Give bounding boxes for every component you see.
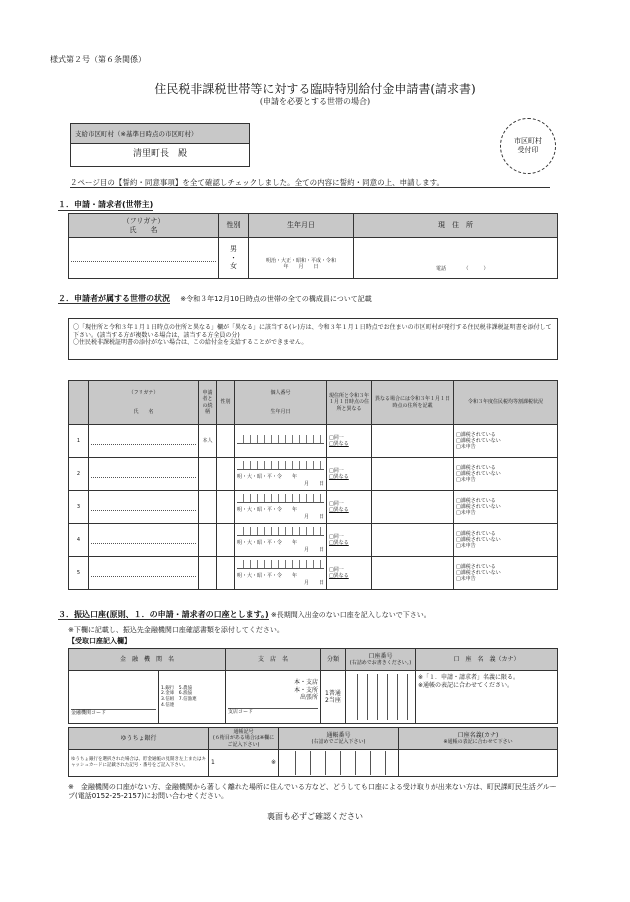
name-label: 氏 名	[129, 225, 158, 234]
untaxed-checkbox[interactable]: □課税されていない	[456, 536, 501, 543]
birth-ymd: 月 日	[303, 480, 324, 487]
birth-header: 生年月日	[249, 214, 354, 238]
relation-field[interactable]: 本人	[199, 425, 217, 458]
page-title: 住民税非課税世帯等に対する臨時特別給付金申請書(請求書)	[154, 82, 476, 96]
phone-label: 電話 （ ）	[436, 265, 489, 272]
yucho-holder-header	[399, 728, 558, 750]
birth-field[interactable]	[249, 238, 354, 279]
member-name-field[interactable]	[89, 524, 199, 557]
undeclared-checkbox[interactable]: □未申告	[456, 444, 476, 451]
section1-heading: １．申請・請求者(世帯主)	[58, 200, 154, 209]
member-name-field[interactable]	[89, 557, 199, 590]
section2-header	[58, 294, 372, 304]
furigana-dotted-line	[91, 537, 196, 544]
bank-types[interactable]: 1.銀行 5.農協 2.金庫 6.漁協 3.信組 7.信漁連 4.信連	[159, 671, 226, 724]
header-relation: 申請者との続柄	[199, 381, 217, 425]
row-number: 1	[69, 425, 89, 458]
tax-status-field	[454, 557, 558, 590]
yucho-holder-field[interactable]	[399, 750, 558, 777]
bank-table	[68, 648, 558, 724]
untaxed-checkbox[interactable]: □課税されていない	[456, 569, 501, 576]
birth-ymd: 月 日	[303, 513, 324, 520]
branch-code-label: 支店コード	[228, 708, 318, 715]
mynumber-digits	[237, 527, 324, 536]
mynumber-digits	[237, 560, 324, 569]
branch-field[interactable]	[225, 671, 320, 724]
address-field[interactable]	[354, 238, 558, 279]
member-name-field[interactable]	[89, 458, 199, 491]
same-diff-field[interactable]	[327, 425, 372, 458]
passbook-digit-boxes	[281, 751, 396, 775]
furigana-dotted-line	[91, 570, 196, 577]
undeclared-checkbox[interactable]: □未申告	[456, 477, 476, 484]
tax-status-field	[454, 491, 558, 524]
mynumber-birth-field[interactable]	[235, 557, 327, 590]
mynumber-birth-field[interactable]	[235, 491, 327, 524]
relation-field[interactable]	[199, 524, 217, 557]
acct-no-note: (右詰めでお書きください。)	[349, 660, 412, 667]
section3-header	[58, 610, 431, 620]
holder-header: 口 座 名 義（カナ）	[415, 649, 557, 671]
yucho-header: ゆうちょ銀行	[69, 728, 209, 750]
category-field[interactable]: 1普通 2当座	[320, 671, 345, 724]
gender-field[interactable]	[217, 491, 235, 524]
birth-label: 生年月日	[270, 408, 291, 415]
birth-ymd: 月 日	[303, 579, 324, 586]
section2-note: ※令和３年12月10日時点の世帯の全ての構成員について記載	[180, 295, 372, 303]
undeclared-checkbox[interactable]: □未申告	[456, 510, 476, 517]
account-no-header	[345, 649, 415, 671]
symbol-note: (６桁目がある場合は※欄にご記入下さい)	[212, 735, 275, 748]
reception-stamp-area: 市区町村 受付印	[500, 118, 556, 174]
member-name-field[interactable]	[89, 491, 199, 524]
confirm-statement: ２ページ目の【誓約・同意事項】を全て確認しチェックしました。全ての内容に誓約・同意の上、申請します。	[70, 178, 550, 188]
applicant-table	[68, 213, 558, 279]
footnote: ※ 金融機関の口座がない方、金融機関から著しく離れた場所に住んでいる方など、どうしても口座による受け取りが出来ない方は、町民課町民生活グループ(電話0152-25-2157)にお問い合わせください。	[68, 783, 557, 800]
applicant-name-header	[69, 214, 219, 238]
gender-field[interactable]	[217, 524, 235, 557]
symbol-asterisk: ※	[270, 759, 276, 767]
notice-line1: 〇「現住所と令和３年１月１日時点の住所と異なる」欄が「異なる」に該当する(レ)方は、令和３年１月１日時点でお住まいの市区町村が発行する住民税非課税証明書を添付して下さい。(該当する方が複数いる場合は、該当する方全員の分)	[73, 324, 552, 339]
address-header: 現 住 所	[354, 214, 558, 238]
diff-checkbox[interactable]: □異なる	[329, 474, 349, 480]
same-checkbox[interactable]: □同一	[329, 434, 344, 441]
furigana-dotted-line	[91, 504, 196, 511]
same-diff-field[interactable]	[327, 524, 372, 557]
relation-field[interactable]	[199, 557, 217, 590]
mynumber-birth-field[interactable]	[235, 425, 327, 458]
taxed-checkbox[interactable]: □課税されている	[456, 464, 496, 471]
taxed-checkbox[interactable]: □課税されている	[456, 497, 496, 504]
passbook-note: (右詰めでご記入下さい)	[311, 739, 366, 746]
furigana-label: （フリガナ）	[122, 216, 165, 225]
mynumber-label: 個人番号	[270, 390, 291, 397]
birth-ymd: 月 日	[303, 546, 324, 553]
payer-box	[70, 123, 250, 167]
mynumber-birth-field[interactable]	[235, 524, 327, 557]
birth-era: 明・大・昭・平・令 年	[237, 507, 298, 514]
birth-era: 明・大・昭・平・令 年	[237, 474, 298, 481]
holder-field[interactable]: ※「１．申請・請求者」名義に限る。 ※通帳の表記に合わせてください。	[415, 671, 557, 724]
gender-field[interactable]	[217, 458, 235, 491]
yucho-table	[68, 727, 558, 777]
era-options: 明治・大正・昭和・平成・令和	[265, 257, 336, 264]
tax-status-field	[454, 425, 558, 458]
header-mynumber	[235, 381, 327, 425]
symbol-prefix: 1	[211, 759, 215, 767]
same-checkbox[interactable]: □同一	[329, 566, 344, 573]
taxed-checkbox[interactable]: □課税されている	[456, 563, 496, 570]
passbook-header	[279, 728, 399, 750]
mynumber-digits	[237, 461, 324, 470]
bank-code-label: 金融機関コード	[71, 709, 156, 716]
same-checkbox[interactable]: □同一	[329, 467, 344, 474]
same-diff-field[interactable]	[327, 557, 372, 590]
header-diff-address: 異なる場合には令和３年１月１日時点の住所を記載	[372, 381, 454, 425]
account-no-field[interactable]	[345, 671, 415, 724]
section3-sub: ※下欄に記載し、振込先金融機関口座確認書類を添付してください。	[68, 626, 284, 634]
branch-types: 本・支店 本・支所 出張所	[293, 679, 318, 702]
household-row	[69, 557, 558, 590]
prev-address-field[interactable]	[372, 524, 454, 557]
household-row	[69, 524, 558, 557]
household-row	[69, 425, 558, 458]
yucho-holder-note: ※通帳の表記に合わせて下さい	[443, 739, 513, 746]
page-subtitle: (申請を必要とする世帯の場合)	[259, 97, 371, 106]
untaxed-checkbox[interactable]: □課税されていない	[456, 503, 501, 510]
bank-name-field[interactable]	[69, 671, 159, 724]
receiving-label: 【受取口座記入欄】	[68, 637, 131, 645]
undeclared-checkbox[interactable]: □未申告	[456, 576, 476, 583]
certificate-notice	[68, 318, 558, 360]
furigana-dotted-line	[91, 438, 196, 445]
untaxed-checkbox[interactable]: □課税されていない	[456, 437, 501, 444]
untaxed-checkbox[interactable]: □課税されていない	[456, 470, 501, 477]
payer-addressee: 清里町長 殿	[132, 149, 187, 159]
section3-heading: ３．振込口座(原則、１．の申請・請求者の口座とします。)	[58, 610, 269, 619]
notice-line2: 〇住民税非課税証明書の添付がない場合は、この給付金を支給することができません。	[73, 339, 308, 346]
diff-checkbox[interactable]: □異なる	[329, 540, 349, 546]
diff-checkbox[interactable]: □異なる	[329, 507, 349, 513]
header-name	[89, 381, 199, 425]
form-number: 様式第２号（第６条関係）	[50, 55, 146, 64]
household-row	[69, 458, 558, 491]
passbook-field[interactable]	[279, 750, 399, 777]
same-diff-field[interactable]	[327, 491, 372, 524]
section3-note: ※長期間入出金のない口座を記入しないで下さい。	[270, 611, 431, 619]
prev-address-field[interactable]	[372, 557, 454, 590]
household-table	[68, 380, 558, 590]
mynumber-digits	[237, 435, 324, 444]
header-name-label: 氏 名	[133, 408, 154, 415]
row-number: 5	[69, 557, 89, 590]
prev-address-field[interactable]	[372, 491, 454, 524]
same-checkbox[interactable]: □同一	[329, 533, 344, 540]
birth-era: 明・大・昭・平・令 年	[237, 540, 298, 547]
gender-field[interactable]	[217, 557, 235, 590]
relation-field[interactable]	[199, 458, 217, 491]
category-header: 分類	[320, 649, 345, 671]
tax-status-field	[454, 524, 558, 557]
member-name-field[interactable]	[89, 425, 199, 458]
gender-field[interactable]: 男 ・ 女	[219, 238, 249, 279]
acct-digit-boxes	[348, 674, 413, 720]
furigana-dotted-line	[71, 255, 216, 262]
taxed-checkbox[interactable]: □課税されている	[456, 431, 496, 438]
furigana-dotted-line	[91, 471, 196, 478]
tax-status-field	[454, 458, 558, 491]
diff-checkbox[interactable]: □異なる	[329, 441, 349, 447]
gender-header: 性別	[219, 214, 249, 238]
symbol-header	[209, 728, 279, 750]
taxed-checkbox[interactable]: □課税されている	[456, 530, 496, 537]
acct-no-label: 口座番号	[368, 652, 393, 660]
header-furigana: （フリガナ）	[128, 390, 159, 397]
row-number: 3	[69, 491, 89, 524]
applicant-name-field[interactable]	[69, 238, 219, 279]
diff-checkbox[interactable]: □異なる	[329, 573, 349, 579]
prev-address-field[interactable]	[372, 425, 454, 458]
header-same-diff: 現住所と令和３年１月１日時点の住所と異なる	[327, 381, 372, 425]
passbook-label: 通帳番号	[326, 731, 351, 739]
payer-label: 支給市区町村（※基準日時点の市区町村）	[71, 124, 249, 144]
birth-era: 明・大・昭・平・令 年	[237, 573, 298, 580]
undeclared-checkbox[interactable]: □未申告	[456, 543, 476, 550]
header-tax-status: 令和３年度住民税均等割課税状況	[454, 381, 558, 425]
branch-header: 支 店 名	[225, 649, 320, 671]
header-gender: 性別	[217, 381, 235, 425]
symbol-field[interactable]	[209, 750, 279, 777]
mynumber-digits	[237, 494, 324, 503]
section2-heading: ２．申請者が属する世帯の状況	[58, 294, 170, 303]
bank-name-header: 金 融 機 関 名	[69, 649, 226, 671]
same-diff-field[interactable]	[327, 458, 372, 491]
ymd-label: 年 月 日	[283, 264, 319, 270]
yucho-holder-label: 口座名義(カナ)	[457, 731, 499, 739]
row-number: 4	[69, 524, 89, 557]
prev-address-field[interactable]	[372, 458, 454, 491]
yucho-note: ゆうちょ銀行を選択された場合は、貯金通帳の見開き左上またはキャッシュカードに記載された記号・番号をご記入下さい。	[69, 750, 209, 777]
gender-field[interactable]	[217, 425, 235, 458]
footer-notice: 裏面も必ずご確認ください	[267, 812, 363, 821]
symbol-label: 通帳記号	[233, 729, 254, 736]
household-row	[69, 491, 558, 524]
mynumber-birth-field[interactable]	[235, 458, 327, 491]
same-checkbox[interactable]: □同一	[329, 500, 344, 507]
row-number: 2	[69, 458, 89, 491]
relation-field[interactable]	[199, 491, 217, 524]
header-no	[69, 381, 89, 425]
